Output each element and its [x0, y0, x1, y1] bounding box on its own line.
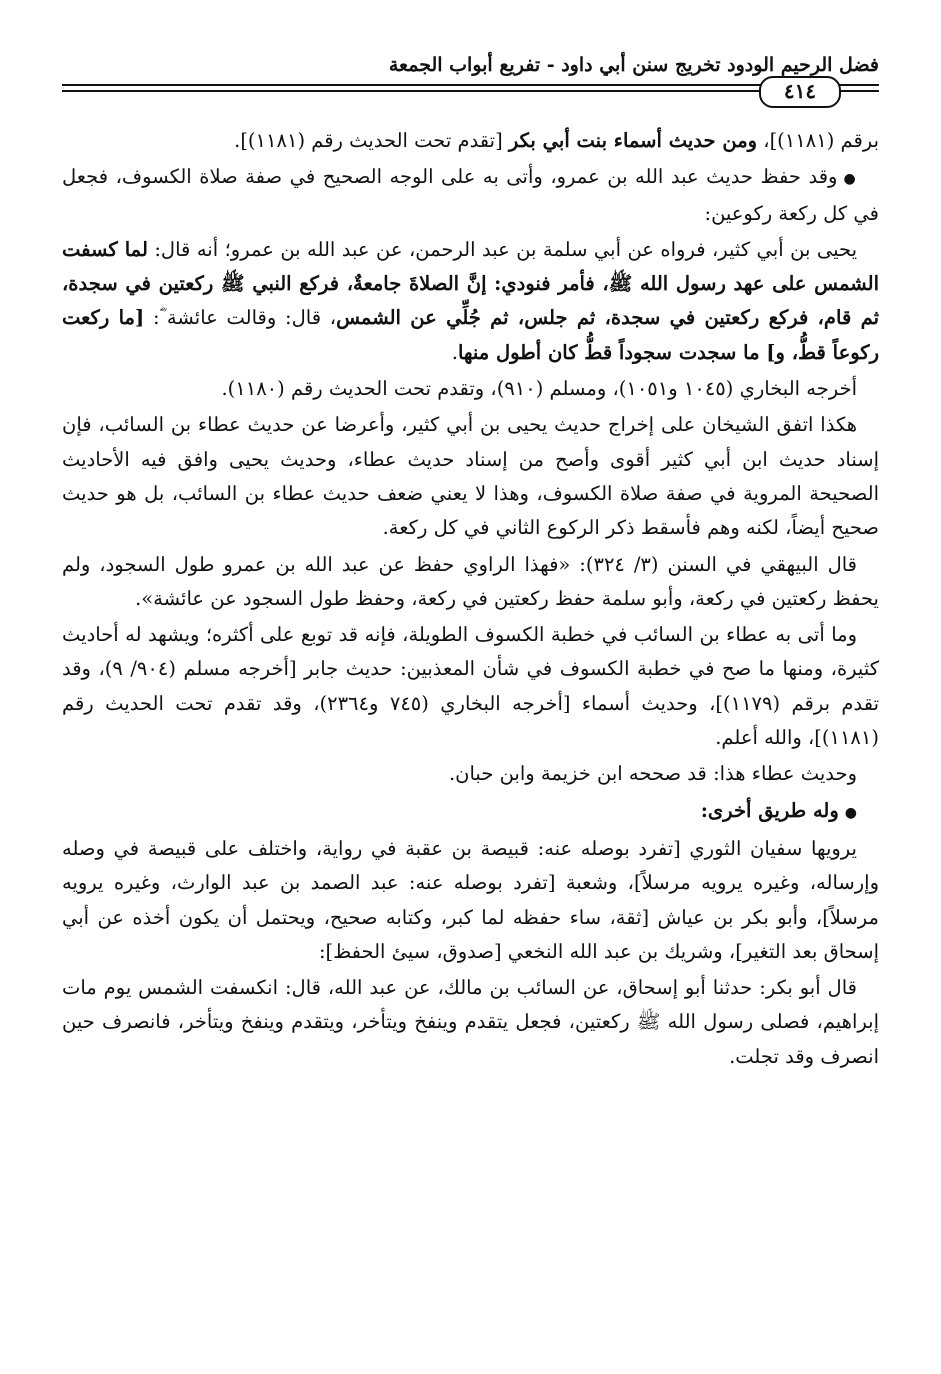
paragraph	[62, 548, 879, 617]
paragraph	[62, 832, 879, 969]
text-run: برقم (١١٨١)]،	[757, 129, 879, 152]
bullet-icon: ●	[844, 804, 857, 821]
paragraph	[62, 160, 879, 231]
text-run: أخرجه البخاري (١٠٤٥ و١٠٥١)، ومسلم (٩١٠)، وتقدم تحت الحديث رقم (١١٨٠).	[221, 377, 857, 401]
text-run: وقد حفظ حديث عبد الله بن عمرو، وأتى به على الوجه الصحيح في صفة صلاة الكسوف، فجعل في كل ركعة ركوعين:	[62, 165, 879, 225]
header-rule-bottom	[62, 90, 879, 92]
text-run: قال البيهقي في السنن (٣/ ٣٢٤): «فهذا الراوي حفظ عن عبد الله بن عمرو طول السجود، ولم يحفظ ركعتين في ركعة، وأبو سلمة حفظ ركعتين في ركعة، وحفظ طول السجود عن عائشة».	[62, 552, 879, 610]
page-header	[62, 40, 879, 130]
running-title: فضل الرحيم الودود تخريج سنن أبي داود - تفريع أبواب الجمعة	[388, 54, 879, 76]
paragraph	[62, 971, 879, 1074]
paragraph	[62, 372, 879, 406]
paragraph	[62, 408, 879, 545]
paragraph	[62, 757, 879, 791]
bold-text: [ما ركعت ركوعاً قطُّ، و] ما سجدت سجوداً قطُّ كان أطول منها	[62, 306, 879, 364]
header-rule-top	[62, 84, 879, 86]
paragraph	[62, 794, 879, 830]
paragraph	[62, 124, 879, 158]
text-run: ، قال: وقالت عائشة ؓ:	[144, 306, 337, 330]
text-run: يرويها سفيان الثوري [تفرد بوصله عنه: قبيصة بن عقبة في رواية، واختلف على قبيصة في وصله وإرساله، وغيره يرويه مرسلاً]، وشعبة [تفرد بوصله عنه: عبد الصمد بن عبد الوارث، وغيره يرويه مرسلاً]، وأبو بكر بن عياش [ثقة، ساء حفظه لما كبر، وكتابه صحيح، ويحتمل أن يكون أخذه عن أبي إسحاق بعد التغير]، وشريك بن عبد الله النخعي [صدوق، سيئ الحفظ]:	[62, 836, 879, 963]
text-run: قال أبو بكر: حدثنا أبو إسحاق، عن السائب بن مالك، عن عبد الله، قال: انكسفت الشمس يوم مات إبراهيم، فصلى رسول الله ﷺ ركعتين، فجعل يتقدم وينفخ ويتأخر، ويتقدم وينفخ ويتأخر، فانصرف حين انصرف وقد تجلت.	[62, 976, 879, 1068]
paragraph	[62, 233, 879, 370]
text-run: وما أتى به عطاء بن السائب في خطبة الكسوف الطويلة، فإنه قد توبع على أكثره؛ ويشهد له أحاديث كثيرة، ومنها ما صح في خطبة الكسوف في شأن المعذبين: حديث جابر [أخرجه مسلم (٩٠٤/ ٩)، وقد تقدم برقم (١١٧٩)]، وحديث أسماء [أخرجه البخاري (٧٤٥ و٢٣٦٤)، وقد تقدم تحت الحديث رقم (١١٨١)]، والله أعلم.	[62, 623, 880, 750]
page-body	[62, 124, 879, 1074]
text-run: .	[451, 340, 458, 364]
paragraph	[62, 618, 879, 755]
text-run: هكذا اتفق الشيخان على إخراج حديث يحيى بن أبي كثير، وأعرضا عن حديث عطاء بن السائب، فإن إسناد حديث ابن أبي كثير أقوى وأصح من إسناد حديث عطاء، وحديث يحيى وافق فيه الأحاديث الصحيحة المروية في صفة صلاة الكسوف، وهذا لا يعني ضعف حديث عطاء بن السائب، بل هو حديث صحيح أيضاً، لكنه وهم فأسقط ذكر الركوع الثاني في كل ركعة.	[62, 413, 879, 540]
bold-text: لما كسفت الشمس على عهد رسول الله ﷺ، فأمر فنودي: إنَّ الصلاةَ جامعةٌ، فركع النبي ﷺ ركعتين في سجدة، ثم قام، فركع ركعتين في سجدة، ثم جلس، ثم جُلِّي عن الشمس	[62, 237, 880, 330]
text-run: وحديث عطاء هذا: قد صححه ابن خزيمة وابن حبان.	[448, 762, 857, 786]
page-number: ٤١٤	[759, 76, 841, 108]
text-run: يحيى بن أبي كثير، فرواه عن أبي سلمة بن عبد الرحمن، عن عبد الله بن عمرو؛ أنه قال:	[147, 237, 857, 261]
bullet-icon: ●	[843, 171, 857, 188]
bold-text: وله طريق أخرى:	[700, 798, 839, 822]
bold-text: ومن حديث أسماء بنت أبي بكر	[508, 129, 758, 152]
text-run: [تقدم تحت الحديث رقم (١١٨١)].	[234, 129, 509, 152]
